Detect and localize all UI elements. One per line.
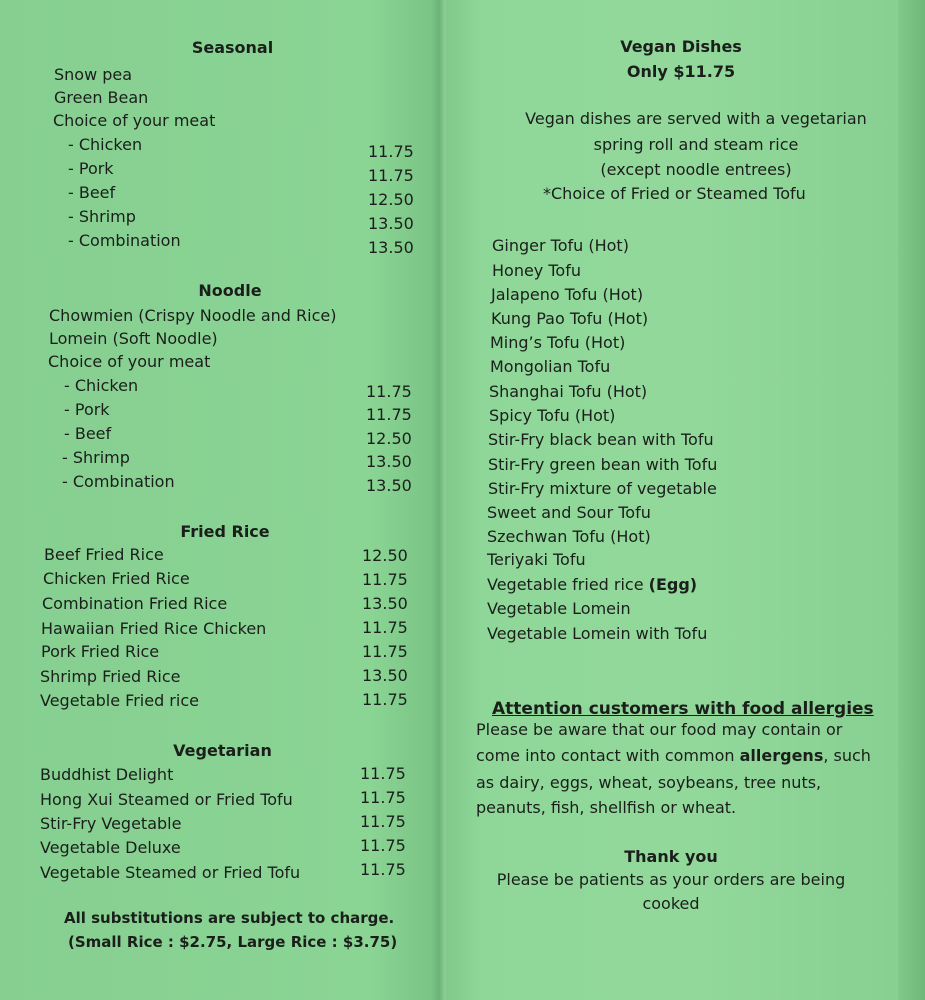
noodle-price: 13.50 xyxy=(366,476,412,495)
noodle-meat: - Beef xyxy=(64,424,112,443)
noodle-meat: - Chicken xyxy=(64,376,139,395)
left-column xyxy=(0,0,440,1000)
seasonal-price: 13.50 xyxy=(368,214,414,233)
vegan-item: Teriyaki Tofu xyxy=(487,550,586,569)
thank-you-heading: Thank you xyxy=(624,847,718,866)
vegetarian-item: Vegetable Steamed or Fried Tofu xyxy=(40,863,301,882)
allergens-word: allergens xyxy=(739,746,824,765)
fried-rice-item: Combination Fried Rice xyxy=(42,594,228,613)
substitution-note: All substitutions are subject to charge. xyxy=(64,909,395,927)
vegetarian-heading: Vegetarian xyxy=(173,741,272,760)
fried-rice-item: Beef Fried Rice xyxy=(44,545,164,564)
noodle-item: Lomein (Soft Noodle) xyxy=(49,329,218,348)
vegetarian-price: 11.75 xyxy=(360,812,406,831)
vegetarian-item: Buddhist Delight xyxy=(40,765,174,784)
noodle-price: 11.75 xyxy=(366,405,412,424)
seasonal-price: 11.75 xyxy=(368,142,414,161)
seasonal-meat: - Pork xyxy=(68,159,114,178)
seasonal-item: Snow pea xyxy=(54,65,133,84)
allergy-text: as dairy, eggs, wheat, soybeans, tree nuts, xyxy=(476,773,822,792)
fried-rice-price: 11.75 xyxy=(362,618,408,637)
vegan-item: Sweet and Sour Tofu xyxy=(487,503,651,522)
thank-you-text: Please be patients as your orders are being xyxy=(496,870,846,889)
fried-rice-price: 12.50 xyxy=(362,546,408,565)
fried-rice-price: 13.50 xyxy=(362,666,408,685)
fried-rice-item: Vegetable Fried rice xyxy=(40,691,199,710)
seasonal-heading: Seasonal xyxy=(191,38,274,57)
vegetarian-price: 11.75 xyxy=(360,860,406,879)
vegan-item: Mongolian Tofu xyxy=(490,357,611,376)
fried-rice-price: 11.75 xyxy=(362,642,408,661)
vegan-item: Spicy Tofu (Hot) xyxy=(489,406,616,425)
noodle-meat: - Shrimp xyxy=(62,448,130,467)
vegetarian-price: 11.75 xyxy=(360,788,406,807)
seasonal-meat: - Shrimp xyxy=(68,207,136,226)
vegan-heading: Vegan Dishes xyxy=(620,37,742,56)
vegan-item: Vegetable Lomein with Tofu xyxy=(487,624,708,643)
vegan-description: *Choice of Fried or Steamed Tofu xyxy=(543,184,806,203)
fried-rice-price: 11.75 xyxy=(362,690,408,709)
noodle-meat: - Pork xyxy=(64,400,110,419)
allergy-heading: Attention customers with food allergies xyxy=(492,699,874,719)
vegan-item: Ming’s Tofu (Hot) xyxy=(490,333,626,352)
noodle-item: Chowmien (Crispy Noodle and Rice) xyxy=(49,306,337,325)
egg-note: (Egg) xyxy=(648,575,698,594)
vegan-description: Vegan dishes are served with a vegetarian xyxy=(525,109,867,128)
fried-rice-item: Chicken Fried Rice xyxy=(43,569,190,588)
vegetarian-price: 11.75 xyxy=(360,836,406,855)
vegan-item: Stir-Fry mixture of vegetable xyxy=(488,479,717,498)
fried-rice-price: 11.75 xyxy=(362,570,408,589)
vegan-price-subtitle: Only $11.75 xyxy=(626,62,736,81)
seasonal-meat: - Beef xyxy=(68,183,116,202)
noodle-meat: - Combination xyxy=(62,472,175,491)
seasonal-price: 11.75 xyxy=(368,166,414,185)
rice-price-note: (Small Rice : $2.75, Large Rice : $3.75) xyxy=(68,933,398,951)
allergy-text: peanuts, fish, shellfish or wheat. xyxy=(476,798,737,817)
vegan-item: Szechwan Tofu (Hot) xyxy=(487,527,651,546)
vegan-item: Stir-Fry black bean with Tofu xyxy=(488,430,714,449)
vegan-item: Vegetable Lomein xyxy=(487,599,631,618)
vegan-item-egg xyxy=(487,575,697,594)
vegan-item: Ginger Tofu (Hot) xyxy=(492,236,629,255)
vegan-item: Shanghai Tofu (Hot) xyxy=(489,382,648,401)
vegetarian-item: Stir-Fry Vegetable xyxy=(40,814,182,833)
fried-rice-heading: Fried Rice xyxy=(180,522,270,541)
right-column xyxy=(446,0,916,1000)
allergy-text: Please be aware that our food may contain or xyxy=(476,720,843,739)
fried-rice-item: Hawaiian Fried Rice Chicken xyxy=(41,619,267,638)
noodle-heading: Noodle xyxy=(198,281,262,300)
seasonal-item: Choice of your meat xyxy=(53,111,216,130)
vegan-item: Jalapeno Tofu (Hot) xyxy=(491,285,644,304)
seasonal-meat: - Chicken xyxy=(68,135,143,154)
thank-you-text: cooked xyxy=(642,894,700,913)
seasonal-price: 13.50 xyxy=(368,238,414,257)
seasonal-item: Green Bean xyxy=(54,88,149,107)
vegetarian-item: Vegetable Deluxe xyxy=(40,838,181,857)
vegetarian-price: 11.75 xyxy=(360,764,406,783)
fried-rice-price: 13.50 xyxy=(362,594,408,613)
allergy-text-part: come into contact with common xyxy=(476,746,740,765)
fried-rice-item: Shrimp Fried Rice xyxy=(40,667,181,686)
vegan-item: Kung Pao Tofu (Hot) xyxy=(491,309,649,328)
noodle-price: 13.50 xyxy=(366,452,412,471)
noodle-price: 11.75 xyxy=(366,382,412,401)
vegan-item: Stir-Fry green bean with Tofu xyxy=(488,455,718,474)
vegetarian-item: Hong Xui Steamed or Fried Tofu xyxy=(40,790,293,809)
vegan-item-label: Vegetable fried rice xyxy=(487,575,644,594)
fried-rice-item: Pork Fried Rice xyxy=(41,642,160,661)
vegan-item: Honey Tofu xyxy=(492,261,581,280)
vegan-description: (except noodle entrees) xyxy=(600,160,792,179)
seasonal-price: 12.50 xyxy=(368,190,414,209)
noodle-price: 12.50 xyxy=(366,429,412,448)
allergy-text-part: , such xyxy=(823,746,871,765)
seasonal-meat: - Combination xyxy=(68,231,181,250)
vegan-description: spring roll and steam rice xyxy=(593,135,799,154)
noodle-item: Choice of your meat xyxy=(48,352,211,371)
allergy-text xyxy=(476,746,871,765)
